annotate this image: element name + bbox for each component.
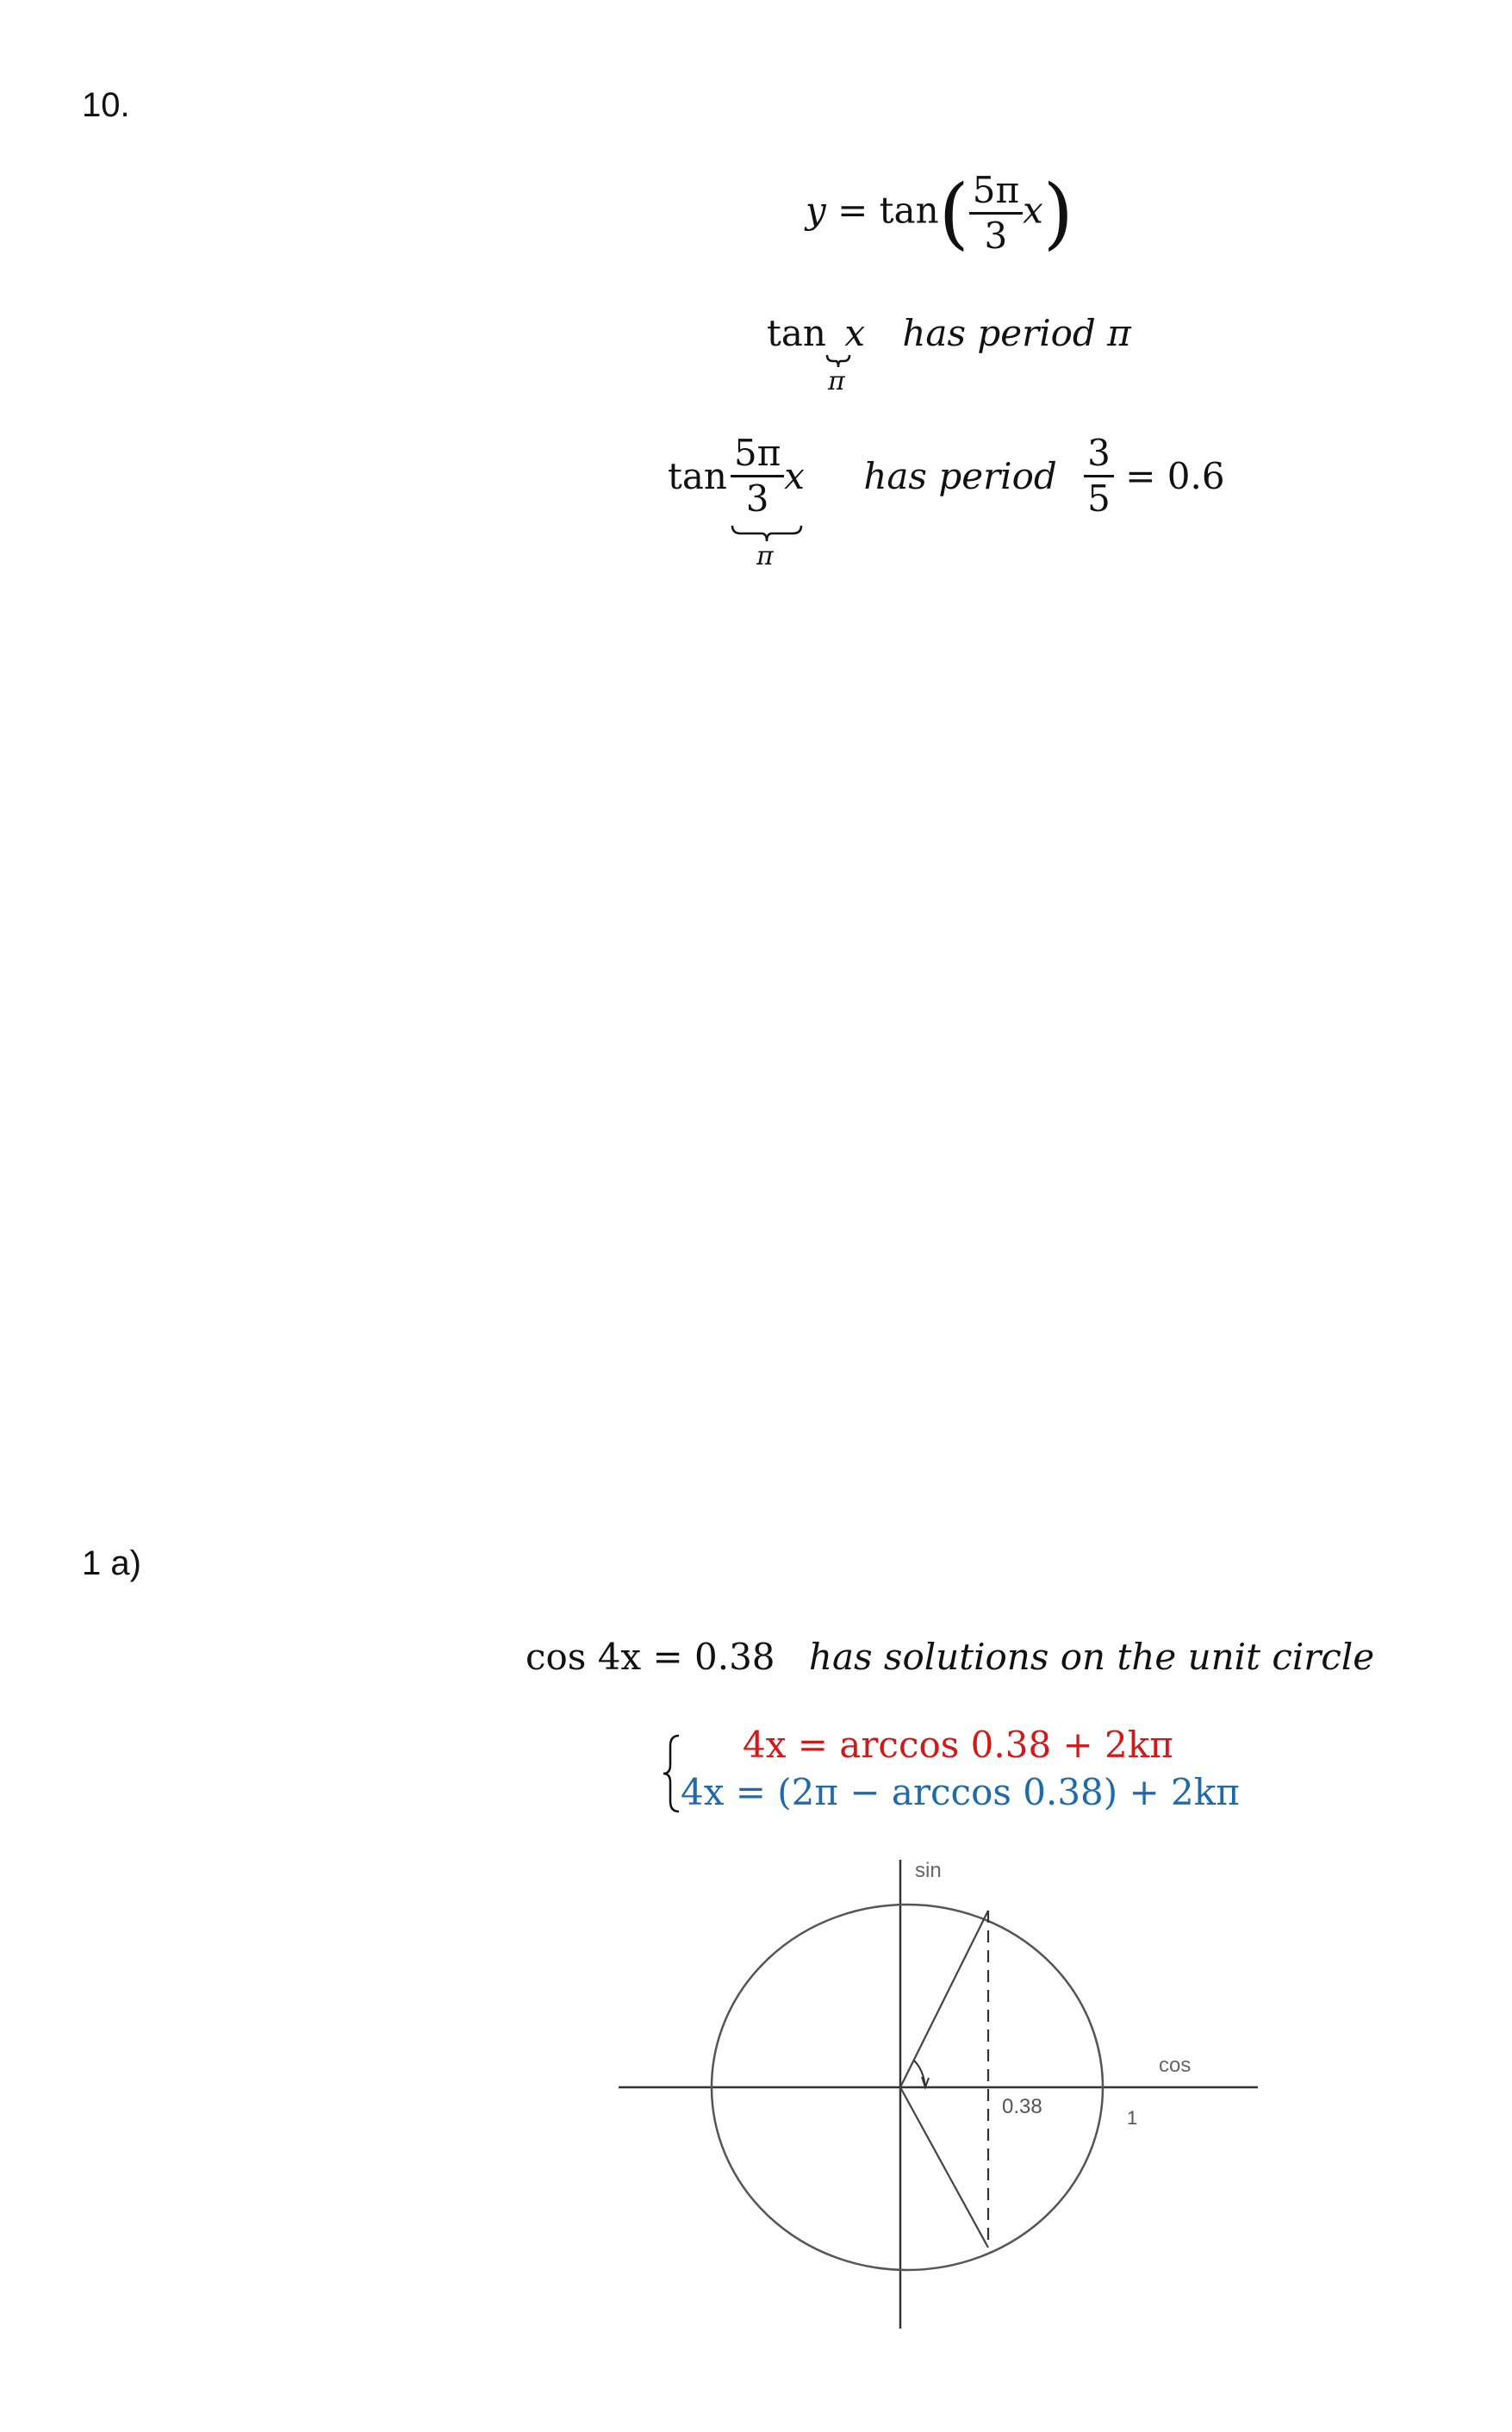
- fraction-numerator: 3: [1084, 435, 1114, 477]
- fraction-5pi-3: [731, 432, 784, 520]
- fraction-denominator: 5: [1087, 477, 1111, 520]
- right-paren: ): [1042, 168, 1073, 259]
- unit-circle-figure: [603, 1844, 1266, 2361]
- period-text: has period π: [902, 312, 1131, 354]
- var-y: y: [806, 189, 826, 232]
- tan-fn: tan: [767, 312, 826, 354]
- equation-tan-x-period: [767, 312, 1131, 354]
- fraction-3-5: [1084, 432, 1114, 520]
- solution-2: 4x = (2π − arccos 0.38) + 2kπ: [681, 1771, 1240, 1813]
- tan-fn: tan: [668, 455, 727, 497]
- sin-axis-label: sin: [915, 1859, 942, 1882]
- fraction-numerator: 5π: [969, 172, 1023, 215]
- left-paren: (: [938, 168, 969, 259]
- var-x: x: [1023, 189, 1043, 232]
- period-text: has period: [863, 455, 1057, 497]
- cos-axis-label: cos: [1159, 2054, 1192, 2077]
- fraction-numerator: 5π: [731, 435, 784, 477]
- system-brace-icon: [662, 1734, 682, 1813]
- problem-number-10: 10.: [82, 86, 130, 124]
- statement-equation: cos 4x = 0.38: [526, 1636, 775, 1678]
- fraction-denominator: 3: [745, 477, 769, 520]
- radius-line-lower: [900, 2087, 988, 2248]
- x-value-label: 0.38: [1002, 2095, 1042, 2118]
- equation-y-tan: [806, 168, 1073, 259]
- statement-text: has solutions on the unit circle: [808, 1636, 1375, 1678]
- var-x: x: [844, 312, 866, 354]
- problem-number-1a: 1 a): [82, 1544, 141, 1582]
- equation-tan-5pi3-period: [668, 432, 1225, 520]
- solution-1: 4x = arccos 0.38 + 2kπ: [743, 1724, 1173, 1766]
- underbrace-label-pi: π: [828, 366, 845, 396]
- fraction-5pi-3: [969, 169, 1023, 257]
- one-label: 1: [1127, 2107, 1138, 2129]
- equals-sign: =: [837, 189, 868, 232]
- underbrace-label-pi: π: [756, 541, 774, 571]
- var-x: x: [784, 455, 805, 497]
- underbrace-icon: [731, 524, 803, 543]
- fraction-denominator: 3: [984, 215, 1008, 257]
- tan-fn: tan: [879, 189, 939, 232]
- radius-line-upper: [900, 1911, 988, 2087]
- statement-cos4x: [526, 1636, 1374, 1678]
- period-result: = 0.6: [1125, 455, 1225, 497]
